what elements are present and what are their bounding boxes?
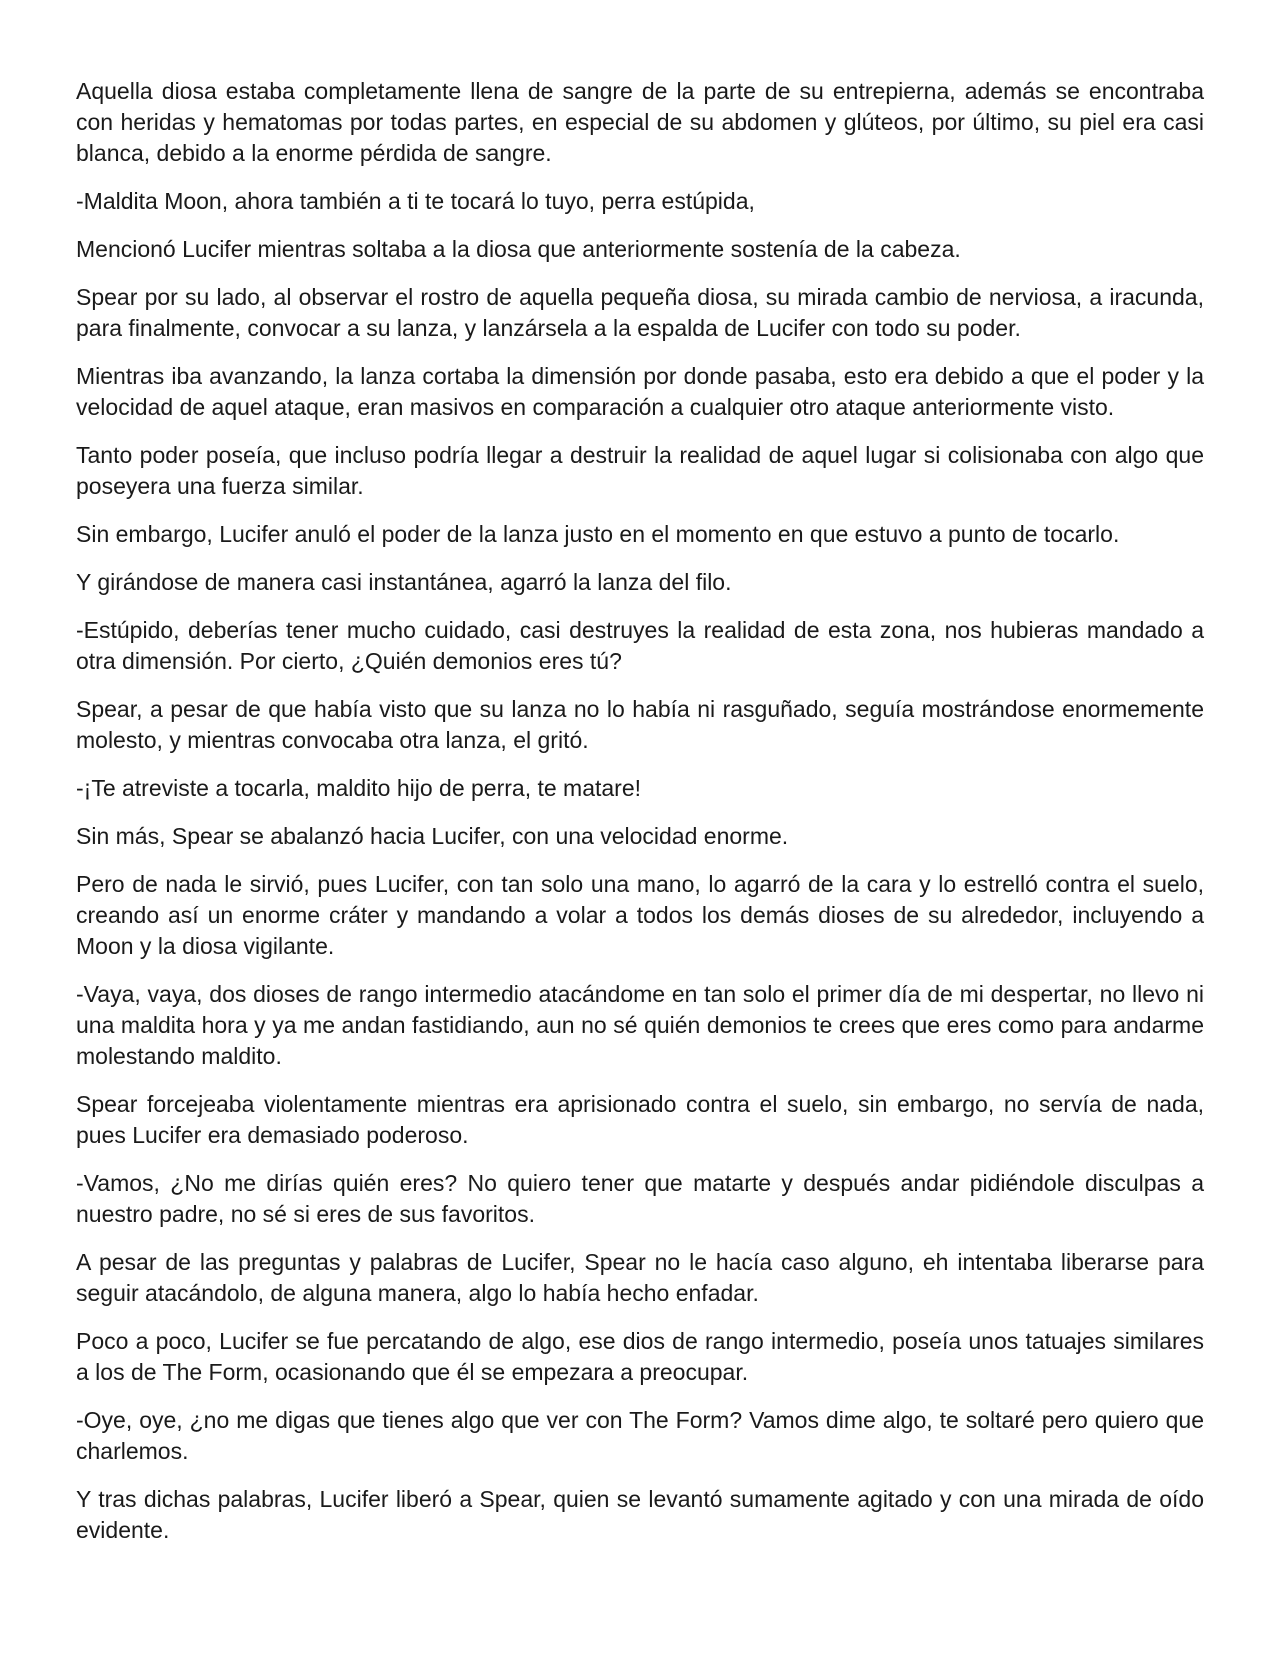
paragraph: Pero de nada le sirvió, pues Lucifer, con tan solo una mano, lo agarró de la cara y lo estrelló contra el suelo, creando así un enorme cráter y mandando a volar a todos los demás dioses de su alrededor, incluyendo a Moon y la diosa vigilante. bbox=[76, 871, 1204, 959]
paragraph: -¡Te atreviste a tocarla, maldito hijo de perra, te matare! bbox=[76, 775, 642, 801]
paragraph: Tanto poder poseía, que incluso podría llegar a destruir la realidad de aquel lugar si colisionaba con algo que poseyera una fuerza similar. bbox=[76, 442, 1204, 499]
paragraph: -Maldita Moon, ahora también a ti te tocará lo tuyo, perra estúpida, bbox=[76, 188, 755, 214]
paragraph: -Vamos, ¿No me dirías quién eres? No quiero tener que matarte y después andar pidiéndole disculpas a nuestro padre, no sé si eres de sus favoritos. bbox=[76, 1170, 1204, 1227]
paragraph: Y tras dichas palabras, Lucifer liberó a Spear, quien se levantó sumamente agitado y con una mirada de oído evidente. bbox=[76, 1486, 1204, 1543]
paragraph: Mientras iba avanzando, la lanza cortaba la dimensión por donde pasaba, esto era debido a que el poder y la velocidad de aquel ataque, eran masivos en comparación a cualquier otro ataque anteriormente visto. bbox=[76, 363, 1204, 420]
paragraph: Sin embargo, Lucifer anuló el poder de la lanza justo en el momento en que estuvo a punto de tocarlo. bbox=[76, 521, 1120, 547]
paragraph: A pesar de las preguntas y palabras de Lucifer, Spear no le hacía caso alguno, eh intentaba liberarse para seguir atacándolo, de alguna manera, algo lo había hecho enfadar. bbox=[76, 1249, 1204, 1306]
paragraph: Aquella diosa estaba completamente llena de sangre de la parte de su entrepierna, además se encontraba con heridas y hematomas por todas partes, en especial de su abdomen y glúteos, por último, su piel era casi blanca, debido a la enorme pérdida de sangre. bbox=[76, 78, 1204, 166]
paragraph: Mencionó Lucifer mientras soltaba a la diosa que anteriormente sostenía de la cabeza. bbox=[76, 236, 961, 262]
paragraph: Poco a poco, Lucifer se fue percatando de algo, ese dios de rango intermedio, poseía unos tatuajes similares a los de The Form, ocasionando que él se empezara a preocupar. bbox=[76, 1328, 1204, 1385]
paragraph: Spear por su lado, al observar el rostro de aquella pequeña diosa, su mirada cambio de nerviosa, a iracunda, para finalmente, convocar a su lanza, y lanzársela a la espalda de Lucifer con todo su poder. bbox=[76, 284, 1204, 341]
paragraph: Y girándose de manera casi instantánea, agarró la lanza del filo. bbox=[76, 569, 732, 595]
paragraph: -Oye, oye, ¿no me digas que tienes algo que ver con The Form? Vamos dime algo, te soltaré pero quiero que charlemos. bbox=[76, 1407, 1204, 1464]
paragraph: -Vaya, vaya, dos dioses de rango intermedio atacándome en tan solo el primer día de mi despertar, no llevo ni una maldita hora y ya me andan fastidiando, aun no sé quién demonios te crees que eres como para andarme molestando maldito. bbox=[76, 981, 1204, 1069]
paragraph: Spear, a pesar de que había visto que su lanza no lo había ni rasguñado, seguía mostrándose enormemente molesto, y mientras convocaba otra lanza, el gritó. bbox=[76, 696, 1204, 753]
paragraph: Sin más, Spear se abalanzó hacia Lucifer, con una velocidad enorme. bbox=[76, 823, 789, 849]
paragraph: Spear forcejeaba violentamente mientras era aprisionado contra el suelo, sin embargo, no servía de nada, pues Lucifer era demasiado poderoso. bbox=[76, 1091, 1204, 1148]
paragraph: -Estúpido, deberías tener mucho cuidado, casi destruyes la realidad de esta zona, nos hubieras mandado a otra dimensión. Por cierto, ¿Quién demonios eres tú? bbox=[76, 617, 1204, 674]
